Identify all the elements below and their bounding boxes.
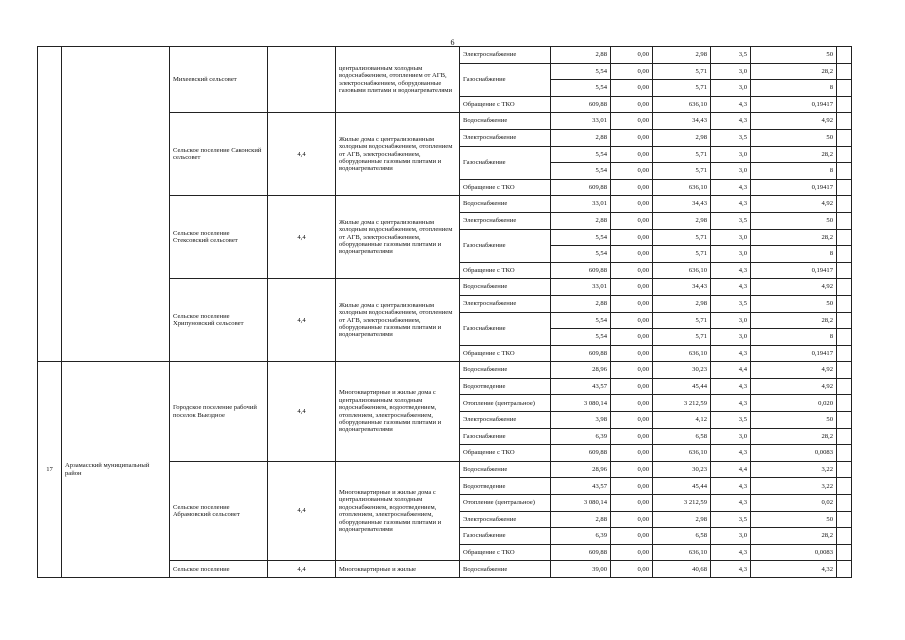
value-cell: 28,2 — [751, 312, 837, 329]
value-cell: 3,0 — [711, 229, 751, 246]
service-name-cell: Обращение с ТКО — [460, 179, 551, 196]
service-name-cell: Электроснабжение — [460, 129, 551, 146]
value-cell: 28,96 — [551, 461, 611, 478]
value-cell: 4,3 — [711, 113, 751, 130]
settlement-cell: Михеевский сельсовет — [170, 47, 268, 113]
value-cell: 0,00 — [611, 528, 653, 545]
empty-cell — [837, 96, 852, 113]
value-cell: 33,01 — [551, 113, 611, 130]
service-name-cell: Водоснабжение — [460, 561, 551, 578]
value-cell: 5,54 — [551, 246, 611, 263]
value-cell: 3,0 — [711, 146, 751, 163]
value-cell: 30,23 — [653, 362, 711, 379]
value-cell: 34,43 — [653, 279, 711, 296]
value-cell: 2,88 — [551, 129, 611, 146]
value-cell: 3,0 — [711, 428, 751, 445]
value-cell: 0,00 — [611, 63, 653, 80]
value-cell: 4,3 — [711, 395, 751, 412]
service-name-cell: Обращение с ТКО — [460, 262, 551, 279]
value-cell: 0,00 — [611, 511, 653, 528]
empty-cell — [837, 47, 852, 64]
value-cell: 636,10 — [653, 262, 711, 279]
value-cell: 2,98 — [653, 47, 711, 64]
value-cell: 33,01 — [551, 279, 611, 296]
value-cell: 636,10 — [653, 96, 711, 113]
value-cell: 0,00 — [611, 495, 653, 512]
value-cell: 2,98 — [653, 129, 711, 146]
service-name-cell: Обращение с ТКО — [460, 544, 551, 561]
value-cell: 3,0 — [711, 329, 751, 346]
value-cell: 43,57 — [551, 378, 611, 395]
value-cell: 5,54 — [551, 229, 611, 246]
value-cell: 6,58 — [653, 428, 711, 445]
value-cell: 5,71 — [653, 146, 711, 163]
value-cell: 50 — [751, 129, 837, 146]
empty-cell — [837, 63, 852, 80]
value-cell: 30,23 — [653, 461, 711, 478]
value-cell: 609,88 — [551, 262, 611, 279]
service-name-cell: Отопление (центральное) — [460, 395, 551, 412]
value-cell: 5,54 — [551, 329, 611, 346]
value-cell: 45,44 — [653, 478, 711, 495]
value-cell: 4,3 — [711, 179, 751, 196]
value-cell: 3,22 — [751, 478, 837, 495]
value-cell: 0,00 — [611, 113, 653, 130]
value-cell: 4,4 — [711, 362, 751, 379]
value-cell: 0,00 — [611, 279, 653, 296]
value-cell: 50 — [751, 295, 837, 312]
value-cell: 3 212,59 — [653, 395, 711, 412]
empty-cell — [837, 279, 852, 296]
value-cell: 50 — [751, 47, 837, 64]
value-cell: 5,54 — [551, 312, 611, 329]
value-cell: 0,00 — [611, 196, 653, 213]
value-cell: 5,54 — [551, 80, 611, 97]
value-cell: 4,3 — [711, 561, 751, 578]
value-cell: 3 080,14 — [551, 495, 611, 512]
settlement-cell: Городское поселение рабочий поселок Выездное — [170, 362, 268, 462]
value-cell: 5,54 — [551, 163, 611, 180]
value-cell: 5,71 — [653, 63, 711, 80]
category-cell: Многоквартирные и жилые дома с централизованным холодным водоснабжением, водоотведением, отоплением, электроснабжением, оборудованные газовыми плитами и водонагревателями — [336, 362, 460, 462]
settlement-cell: Сельское поселение Абрамовский сельсовет — [170, 461, 268, 561]
value-cell: 4,12 — [653, 412, 711, 429]
value-cell: 45,44 — [653, 378, 711, 395]
table-row — [38, 47, 852, 64]
empty-cell — [837, 445, 852, 462]
service-name-cell: Электроснабжение — [460, 412, 551, 429]
page-number: 6 — [450, 38, 455, 47]
service-name-cell: Обращение с ТКО — [460, 345, 551, 362]
value-cell: 6,58 — [653, 528, 711, 545]
value-cell: 0,00 — [611, 163, 653, 180]
value-cell: 0,00 — [611, 96, 653, 113]
value-cell: 8 — [751, 329, 837, 346]
empty-cell — [837, 113, 852, 130]
value-cell: 0,00 — [611, 378, 653, 395]
value-cell: 0,00 — [611, 428, 653, 445]
service-name-cell: Электроснабжение — [460, 295, 551, 312]
value-cell: 34,43 — [653, 113, 711, 130]
value-cell: 4,3 — [711, 196, 751, 213]
value-cell: 3 080,14 — [551, 395, 611, 412]
service-name-cell: Обращение с ТКО — [460, 96, 551, 113]
value-cell: 4,3 — [711, 279, 751, 296]
index-cell: 4,4 — [268, 461, 336, 561]
value-cell: 50 — [751, 511, 837, 528]
value-cell: 4,32 — [751, 561, 837, 578]
value-cell: 3,0 — [711, 63, 751, 80]
value-cell: 28,2 — [751, 428, 837, 445]
value-cell: 6,39 — [551, 528, 611, 545]
value-cell: 0,00 — [611, 47, 653, 64]
value-cell: 0,00 — [611, 478, 653, 495]
value-cell: 609,88 — [551, 445, 611, 462]
value-cell: 5,71 — [653, 246, 711, 263]
settlement-cell: Сельское поселение Саконский сельсовет — [170, 113, 268, 196]
category-cell: Многоквартирные и жилые дома с централизованным холодным водоснабжением, водоотведением, отоплением, электроснабжением, оборудованные газовыми плитами и водонагревателями — [336, 461, 460, 561]
value-cell: 0,00 — [611, 212, 653, 229]
index-cell: 4,4 — [268, 279, 336, 362]
value-cell: 0,00 — [611, 246, 653, 263]
value-cell: 0,19417 — [751, 96, 837, 113]
category-cell: Жилые дома с централизованным холодным водоснабжением, отоплением от АГВ, электроснабжением, оборудованные газовыми плитами и водонагревателями — [336, 196, 460, 279]
value-cell: 4,3 — [711, 378, 751, 395]
service-name-cell: Водоотведение — [460, 378, 551, 395]
value-cell: 636,10 — [653, 179, 711, 196]
value-cell: 0,00 — [611, 412, 653, 429]
value-cell: 6,39 — [551, 428, 611, 445]
settlement-cell: Сельское поселение — [170, 561, 268, 578]
value-cell: 0,19417 — [751, 262, 837, 279]
value-cell: 3,98 — [551, 412, 611, 429]
value-cell: 0,00 — [611, 362, 653, 379]
empty-cell — [837, 129, 852, 146]
value-cell: 3,5 — [711, 212, 751, 229]
service-name-cell: Водоснабжение — [460, 461, 551, 478]
value-cell: 28,2 — [751, 146, 837, 163]
value-cell: 4,3 — [711, 96, 751, 113]
value-cell: 2,88 — [551, 511, 611, 528]
empty-cell — [837, 378, 852, 395]
value-cell: 2,88 — [551, 295, 611, 312]
settlement-cell: Сельское поселение Хрипуновский сельсовет — [170, 279, 268, 362]
value-cell: 0,020 — [751, 395, 837, 412]
value-cell: 4,3 — [711, 478, 751, 495]
empty-cell — [837, 362, 852, 379]
value-cell: 3 212,59 — [653, 495, 711, 512]
value-cell: 3,5 — [711, 412, 751, 429]
value-cell: 0,00 — [611, 461, 653, 478]
value-cell: 0,00 — [611, 295, 653, 312]
value-cell: 4,92 — [751, 378, 837, 395]
value-cell: 0,19417 — [751, 179, 837, 196]
empty-cell — [837, 478, 852, 495]
empty-cell — [837, 179, 852, 196]
empty-cell — [837, 461, 852, 478]
service-name-cell: Газоснабжение — [460, 146, 551, 179]
empty-cell — [837, 528, 852, 545]
empty-cell — [837, 511, 852, 528]
value-cell: 0,00 — [611, 229, 653, 246]
value-cell: 50 — [751, 212, 837, 229]
district-cell — [62, 47, 170, 362]
value-cell: 33,01 — [551, 196, 611, 213]
value-cell: 5,71 — [653, 80, 711, 97]
service-name-cell: Электроснабжение — [460, 511, 551, 528]
service-name-cell: Водоснабжение — [460, 362, 551, 379]
value-cell: 5,71 — [653, 229, 711, 246]
service-name-cell: Водоотведение — [460, 478, 551, 495]
empty-cell — [837, 428, 852, 445]
value-cell: 0,00 — [611, 129, 653, 146]
value-cell: 50 — [751, 412, 837, 429]
value-cell: 3,5 — [711, 47, 751, 64]
value-cell: 0,0083 — [751, 544, 837, 561]
value-cell: 28,2 — [751, 63, 837, 80]
value-cell: 0,00 — [611, 262, 653, 279]
value-cell: 8 — [751, 80, 837, 97]
category-cell: Многоквартирные и жилые — [336, 561, 460, 578]
value-cell: 609,88 — [551, 179, 611, 196]
value-cell: 0,19417 — [751, 345, 837, 362]
value-cell: 2,98 — [653, 295, 711, 312]
value-cell: 0,00 — [611, 179, 653, 196]
value-cell: 0,00 — [611, 395, 653, 412]
value-cell: 4,92 — [751, 279, 837, 296]
value-cell: 3,5 — [711, 511, 751, 528]
value-cell: 43,57 — [551, 478, 611, 495]
value-cell: 3,5 — [711, 295, 751, 312]
row-number-cell — [38, 47, 62, 362]
value-cell: 0,00 — [611, 544, 653, 561]
value-cell: 28,2 — [751, 528, 837, 545]
value-cell: 0,00 — [611, 146, 653, 163]
index-cell — [268, 47, 336, 113]
category-cell: Жилые дома с централизованным холодным водоснабжением, отоплением от АГВ, электроснабжением, оборудованные газовыми плитами и водонагревателями — [336, 113, 460, 196]
value-cell: 2,88 — [551, 212, 611, 229]
category-cell: Жилые дома с централизованным холодным водоснабжением, отоплением от АГВ, электроснабжением, оборудованные газовыми плитами и водонагревателями — [336, 279, 460, 362]
value-cell: 3,0 — [711, 246, 751, 263]
value-cell: 3,0 — [711, 528, 751, 545]
index-cell: 4,4 — [268, 362, 336, 462]
value-cell: 2,88 — [551, 47, 611, 64]
value-cell: 0,00 — [611, 329, 653, 346]
service-name-cell: Газоснабжение — [460, 428, 551, 445]
service-name-cell: Водоснабжение — [460, 279, 551, 296]
value-cell: 0,00 — [611, 345, 653, 362]
value-cell: 4,3 — [711, 262, 751, 279]
value-cell: 3,0 — [711, 312, 751, 329]
value-cell: 0,02 — [751, 495, 837, 512]
index-cell: 4,4 — [268, 196, 336, 279]
settlement-cell: Сельское поселение Стексовский сельсовет — [170, 196, 268, 279]
district-cell: Арзамасский муниципальный район — [62, 362, 170, 578]
value-cell: 609,88 — [551, 96, 611, 113]
empty-cell — [837, 146, 852, 163]
service-name-cell: Водоснабжение — [460, 113, 551, 130]
value-cell: 8 — [751, 246, 837, 263]
empty-cell — [837, 262, 852, 279]
empty-cell — [837, 495, 852, 512]
value-cell: 5,71 — [653, 329, 711, 346]
service-name-cell: Газоснабжение — [460, 229, 551, 262]
value-cell: 609,88 — [551, 544, 611, 561]
value-cell: 2,98 — [653, 511, 711, 528]
empty-cell — [837, 561, 852, 578]
empty-cell — [837, 412, 852, 429]
empty-cell — [837, 246, 852, 263]
empty-cell — [837, 312, 852, 329]
value-cell: 28,2 — [751, 229, 837, 246]
value-cell: 636,10 — [653, 544, 711, 561]
value-cell: 0,0083 — [751, 445, 837, 462]
value-cell: 636,10 — [653, 445, 711, 462]
empty-cell — [837, 395, 852, 412]
value-cell: 609,88 — [551, 345, 611, 362]
service-name-cell: Отопление (центральное) — [460, 495, 551, 512]
value-cell: 0,00 — [611, 561, 653, 578]
value-cell: 39,00 — [551, 561, 611, 578]
value-cell: 0,00 — [611, 445, 653, 462]
service-name-cell: Водоснабжение — [460, 196, 551, 213]
value-cell: 8 — [751, 163, 837, 180]
value-cell: 5,71 — [653, 163, 711, 180]
empty-cell — [837, 329, 852, 346]
value-cell: 636,10 — [653, 345, 711, 362]
empty-cell — [837, 295, 852, 312]
service-name-cell: Газоснабжение — [460, 63, 551, 96]
service-name-cell: Газоснабжение — [460, 528, 551, 545]
value-cell: 4,92 — [751, 362, 837, 379]
value-cell: 28,96 — [551, 362, 611, 379]
empty-cell — [837, 196, 852, 213]
service-name-cell: Обращение с ТКО — [460, 445, 551, 462]
value-cell: 3,5 — [711, 129, 751, 146]
value-cell: 4,3 — [711, 495, 751, 512]
empty-cell — [837, 229, 852, 246]
tariff-table — [37, 46, 852, 578]
value-cell: 34,43 — [653, 196, 711, 213]
value-cell: 0,00 — [611, 80, 653, 97]
empty-cell — [837, 80, 852, 97]
service-name-cell: Электроснабжение — [460, 47, 551, 64]
value-cell: 4,92 — [751, 196, 837, 213]
empty-cell — [837, 163, 852, 180]
empty-cell — [837, 544, 852, 561]
row-number-cell: 17 — [38, 362, 62, 578]
index-cell: 4,4 — [268, 561, 336, 578]
value-cell: 3,0 — [711, 80, 751, 97]
value-cell: 2,98 — [653, 212, 711, 229]
value-cell: 4,4 — [711, 461, 751, 478]
value-cell: 5,54 — [551, 146, 611, 163]
service-name-cell: Электроснабжение — [460, 212, 551, 229]
value-cell: 5,71 — [653, 312, 711, 329]
value-cell: 4,92 — [751, 113, 837, 130]
value-cell: 5,54 — [551, 63, 611, 80]
service-name-cell: Газоснабжение — [460, 312, 551, 345]
value-cell: 3,0 — [711, 163, 751, 180]
table-row — [38, 362, 852, 379]
value-cell: 3,22 — [751, 461, 837, 478]
empty-cell — [837, 212, 852, 229]
index-cell: 4,4 — [268, 113, 336, 196]
value-cell: 4,3 — [711, 345, 751, 362]
value-cell: 40,68 — [653, 561, 711, 578]
value-cell: 4,3 — [711, 544, 751, 561]
value-cell: 0,00 — [611, 312, 653, 329]
empty-cell — [837, 345, 852, 362]
value-cell: 4,3 — [711, 445, 751, 462]
category-cell: централизованным холодным водоснабжением, отоплением от АГВ, электроснабжением, оборудованные газовыми плитами и водонагревателями — [336, 47, 460, 113]
